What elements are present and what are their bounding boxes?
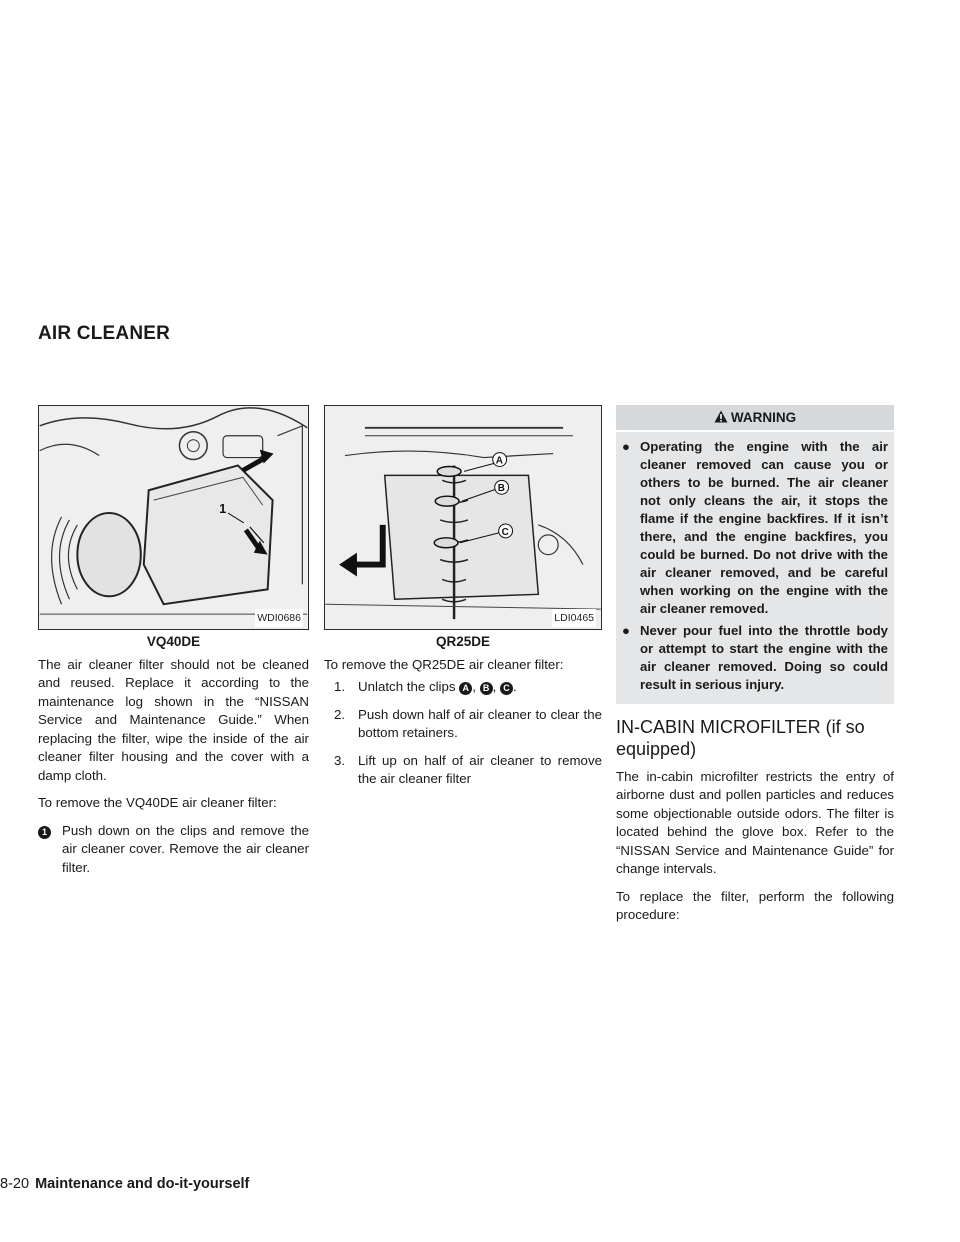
- figure-caption-qr25de: QR25DE: [435, 634, 491, 649]
- step-number: 2.: [334, 706, 346, 722]
- paragraph-qr25de-intro: To remove the QR25DE air cleaner filter:: [324, 656, 564, 672]
- figure-code-wdi0686: WDI0686: [255, 609, 303, 628]
- clip-b-icon: B: [480, 682, 493, 695]
- circled-number-icon: 1: [38, 826, 51, 839]
- warning-title-text: WARNING: [730, 410, 797, 425]
- step-text: Push down on the clips and remove the air cleaner cover. Remove the air cleaner filter.: [62, 822, 309, 875]
- bullet-icon: ●: [622, 622, 630, 638]
- column-middle: [324, 405, 602, 798]
- callout-c: C: [501, 526, 509, 538]
- section-title: AIR CLEANER: [38, 323, 171, 344]
- engine-illustration-vq40de: [39, 406, 308, 629]
- microfilter-heading: IN-CABIN MICROFILTER (if so equipped): [616, 716, 865, 759]
- warning-title: [616, 405, 894, 432]
- step-number: 1.: [334, 679, 346, 694]
- callout-a: A: [495, 455, 503, 467]
- callout-1: 1: [219, 501, 227, 517]
- clip-a-icon: A: [459, 682, 472, 695]
- step-qr25de-3: [324, 752, 602, 789]
- figure-qr25de: [324, 405, 602, 630]
- figure-vq40de: [38, 405, 309, 630]
- column-right: [616, 405, 894, 934]
- step-1-text: Unlatch the clips: [358, 679, 456, 694]
- figure-code-ldi0465: LDI0465: [552, 609, 596, 628]
- step-number: 3.: [334, 752, 346, 768]
- column-left: [38, 405, 309, 886]
- warning-triangle-icon: [714, 410, 728, 423]
- warning-item-text: Operating the engine with the air cleaner removed can cause you or others to be burned. The air cleaner not only cleans the air, it stops the flame if the engine backfires. If it isn’t there, and the engine backfires, you could be burned. Do not drive with the air cleaner removed, and be careful when working on the engine with the air cleaner removed.: [640, 438, 888, 616]
- step-marker: [38, 822, 62, 878]
- bullet-icon: ●: [622, 438, 630, 454]
- figure-caption-vq40de: VQ40DE: [146, 634, 201, 649]
- engine-illustration-qr25de: [325, 406, 601, 629]
- paragraph-microfilter-procedure: To replace the filter, perform the following procedure:: [616, 888, 894, 922]
- paragraph-vq40de-intro: To remove the VQ40DE air cleaner filter:: [38, 795, 277, 810]
- page-number: 8-20: [0, 1176, 30, 1192]
- step-vq40de-1: [38, 822, 309, 878]
- paragraph-microfilter: The in-cabin microfilter restricts the entry of airborne dust and pollen particles and reduces some objectionable outside odors. The filter is located behind the glove box. Refer to the “NISSAN Service and Maintenance Guide” for change intervals.: [616, 768, 894, 876]
- step-qr25de-2: [324, 706, 602, 743]
- warning-item: [622, 622, 888, 694]
- step-text: Unlatch the clips A , B , C .: [358, 679, 517, 694]
- warning-box: [616, 405, 894, 704]
- step-qr25de-1: [324, 678, 602, 697]
- chapter-title: Maintenance and do-it-yourself: [35, 1176, 250, 1192]
- clip-c-icon: C: [500, 682, 513, 695]
- step-text: Push down half of air cleaner to clear the bottom retainers.: [358, 706, 602, 740]
- paragraph-filter-replace: The air cleaner filter should not be cleaned and reused. Replace it according to the maintenance log shown in the “NISSAN Service and Maintenance Guide.” When replacing the filter, wipe the inside of the air cleaner filter housing and the cover with a damp cloth.: [38, 656, 309, 783]
- warning-item-text: Never pour fuel into the throttle body or attempt to start the engine with the air cleaner removed. Doing so could result in serious injury.: [640, 622, 888, 692]
- page-footer: [0, 1176, 249, 1192]
- callout-b: B: [497, 483, 505, 495]
- warning-item: [622, 438, 888, 618]
- step-text: Lift up on half of air cleaner to remove the air cleaner filter: [358, 752, 602, 786]
